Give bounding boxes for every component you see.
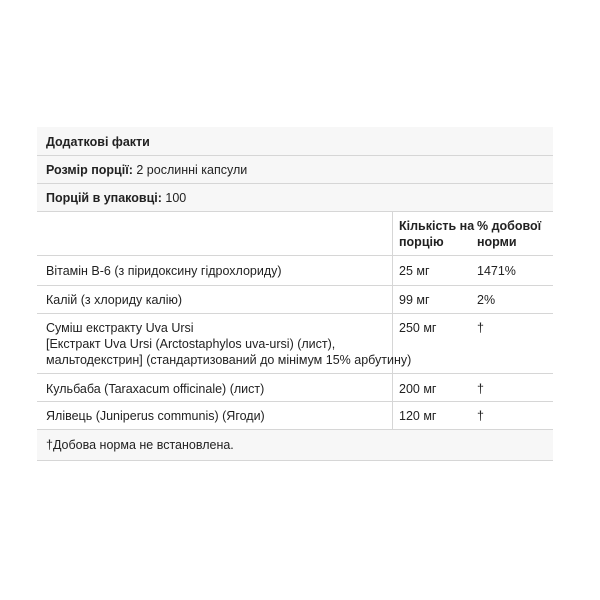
ingredient-dv: † bbox=[477, 321, 484, 335]
serving-size-label: Розмір порції: bbox=[46, 163, 133, 177]
serving-size-row bbox=[37, 156, 553, 184]
column-divider bbox=[392, 402, 393, 429]
amount-column-header bbox=[399, 218, 477, 250]
ingredient-amount: 200 мг bbox=[399, 382, 437, 396]
ingredient-amount: 25 мг bbox=[399, 264, 430, 278]
servings-per-container-label: Порцій в упаковці: bbox=[46, 191, 162, 205]
ingredient-dv: † bbox=[477, 409, 484, 423]
ingredient-dv: 2% bbox=[477, 293, 496, 307]
column-divider bbox=[392, 286, 393, 313]
table-row bbox=[37, 374, 553, 402]
ingredient-name-line2: [Екстракт Uva Ursi (Arctostaphylos uva-ursi) (лист), bbox=[46, 337, 336, 351]
title-row bbox=[37, 127, 553, 156]
ingredient-amount: 120 мг bbox=[399, 409, 437, 423]
ingredient-name: Ялівець (Juniperus communis) (Ягоди) bbox=[46, 409, 265, 423]
ingredient-amount: 99 мг bbox=[399, 293, 430, 307]
column-header-row bbox=[37, 212, 553, 256]
serving-size-value: 2 рослинні капсули bbox=[136, 163, 248, 177]
ingredient-dv: † bbox=[477, 382, 484, 396]
ingredient-name bbox=[46, 320, 411, 368]
dv-header-line2: норми bbox=[477, 235, 517, 249]
ingredient-amount: 250 мг bbox=[399, 321, 437, 335]
ingredient-name-line1: Суміш екстракту Uva Ursi bbox=[46, 321, 194, 335]
servings-per-container-row bbox=[37, 184, 553, 212]
servings-per-container-value: 100 bbox=[165, 191, 187, 205]
amount-header-line1: Кількість на bbox=[399, 219, 475, 233]
dv-column-header bbox=[477, 218, 541, 250]
footnote-row bbox=[37, 430, 553, 461]
panel-title: Додаткові факти bbox=[46, 135, 150, 149]
table-row bbox=[37, 402, 553, 430]
supplement-facts-panel bbox=[37, 127, 553, 461]
ingredient-name-line3: мальтодекстрин] (стандартизований до мінімум 15% арбутину) bbox=[46, 353, 412, 367]
table-row bbox=[37, 286, 553, 314]
ingredient-name: Калій (з хлориду калію) bbox=[46, 293, 183, 307]
column-divider bbox=[392, 212, 393, 255]
table-row bbox=[37, 314, 553, 374]
column-divider bbox=[392, 374, 393, 401]
table-row bbox=[37, 256, 553, 286]
ingredient-name: Вітамін В-6 (з піридоксину гідрохлориду) bbox=[46, 264, 282, 278]
amount-header-line2: порцію bbox=[399, 235, 444, 249]
footnote-text: †Добова норма не встановлена. bbox=[46, 438, 234, 452]
ingredient-dv: 1471% bbox=[477, 264, 516, 278]
column-divider bbox=[392, 256, 393, 285]
ingredient-name: Кульбаба (Taraxacum officinale) (лист) bbox=[46, 382, 265, 396]
dv-header-line1: % добової bbox=[477, 219, 542, 233]
